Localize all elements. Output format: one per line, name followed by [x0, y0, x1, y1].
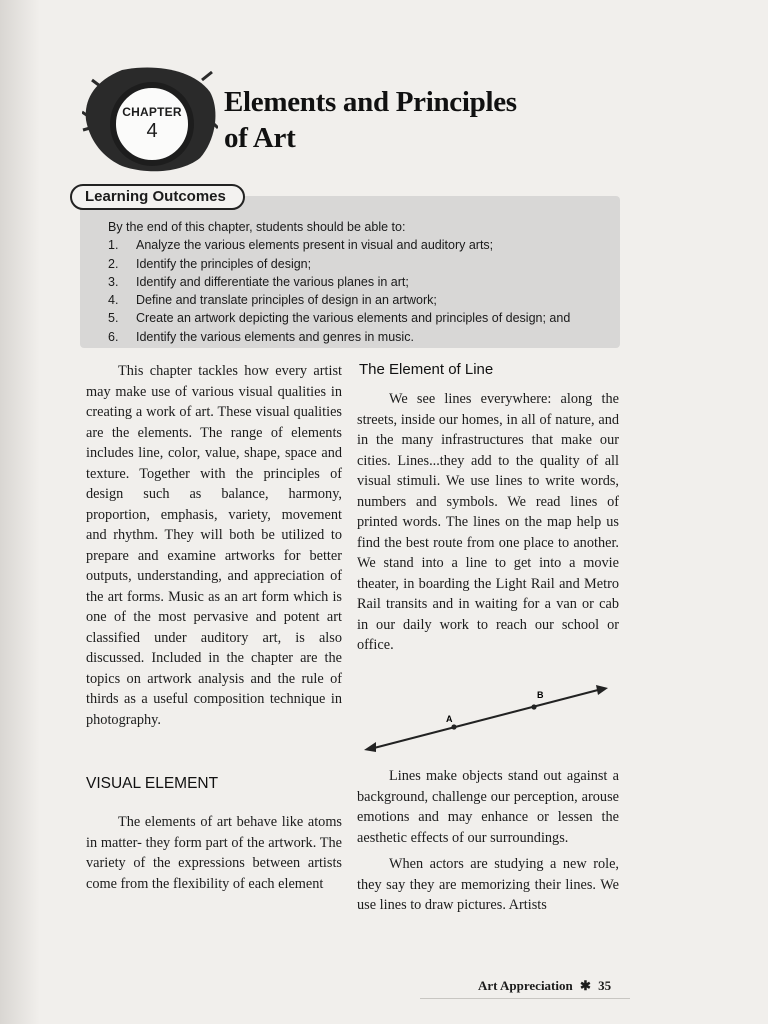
list-item-text: Define and translate principles of design in an artwork;	[136, 293, 437, 308]
line-paragraph-2: Lines make objects stand out against a background, challenge our perception, arouse emotions and may enhance or lessen the aesthetic effects of our surroundings.	[357, 768, 619, 846]
line-paragraph-1: We see lines everywhere: along the streets, inside our homes, in all of nature, and in the many infrastructures that make our cities. Lines...they add to the quality of all visual stimuli. We use lines to write words, numbers and symbols. We read lines of printed words. The lines on the map help us find the best route from one place to another. We stand into a line to get into a movie theater, in boarding the Light Rail and Metro Rail transits and in waiting for a van or cab in our daily work to reach our school or office.	[357, 391, 619, 653]
book-title: Art Appreciation	[478, 978, 573, 993]
visual-element-paragraph: The elements of art behave like atoms in matter- they form part of the artwork. The variety of the expressions between artists come from the flexibility of each element	[86, 814, 342, 892]
page-edge-shadow	[0, 0, 40, 1024]
learning-outcomes-list	[108, 218, 618, 346]
list-item-number: 5.	[108, 311, 119, 326]
intro-paragraph: This chapter tackles how every artist may make use of various visual qualities in creating a work of art. These visual qualities are the elements. The range of elements includes line, color, value, shape, space and texture. Together with the principles of design such as balance, harmony, proportion, emphasis, variety, movement and rhythm. They will both be utilized to prepare and examine artworks for better outputs, understanding, and appreciation of the art forms. Music as an art form which is one of the most pervasive and potent art classified under auditory art, is also discussed. Included in the chapter are the topics on artwork analysis and the rule of thirds as a useful composition technique in photography.	[86, 363, 342, 728]
list-item	[108, 309, 618, 327]
learning-outcomes-intro: By the end of this chapter, students should be able to:	[108, 220, 406, 234]
line-column-top	[357, 389, 619, 656]
line-paragraph-3: When actors are studying a new role, they say they are memorizing their lines. We use lines to draw pictures. Artists	[357, 856, 619, 913]
element-of-line-heading: The Element of Line	[359, 361, 494, 378]
intro-column	[86, 361, 342, 730]
line-column-bottom	[357, 766, 619, 916]
chapter-title	[224, 84, 584, 156]
chapter-label: CHAPTER	[122, 105, 182, 119]
page-number: 35	[598, 978, 612, 993]
list-item-text: Create an artwork depicting the various elements and principles of design; and	[136, 311, 571, 326]
list-item	[108, 291, 618, 309]
chapter-number: 4	[146, 120, 158, 142]
list-item-text: Identify the various elements and genres in music.	[136, 329, 414, 344]
list-item-number: 3.	[108, 274, 119, 289]
point-b-label: B	[537, 690, 544, 700]
list-item	[108, 273, 618, 291]
list-item-text: Identify the principles of design;	[136, 256, 312, 271]
chapter-badge	[110, 82, 194, 166]
list-item-number: 6.	[108, 329, 119, 344]
visual-element-heading: VISUAL ELEMENT	[86, 775, 219, 792]
chapter-title-line2: of Art	[224, 122, 296, 154]
page-footer	[478, 978, 611, 994]
list-item-number: 1.	[108, 238, 119, 253]
arrow-left-icon	[364, 742, 376, 752]
point-a-label: A	[446, 714, 453, 724]
line-illustration	[362, 682, 612, 758]
list-item	[108, 236, 618, 254]
list-item	[108, 328, 618, 346]
list-item-number: 2.	[108, 256, 119, 271]
list-item	[108, 255, 618, 273]
arrow-right-icon	[596, 685, 608, 695]
chapter-title-line1: Elements and Principles	[224, 86, 517, 118]
list-item-number: 4.	[108, 293, 119, 308]
list-item-text: Analyze the various elements present in visual and auditory arts;	[136, 238, 494, 253]
line-segment	[374, 690, 598, 748]
visual-element-column	[86, 812, 342, 894]
point-a-dot	[451, 724, 456, 729]
point-b-dot	[531, 704, 536, 709]
learning-outcomes-label: Learning Outcomes	[70, 184, 245, 210]
footer-divider	[420, 998, 630, 999]
list-item-text: Identify and differentiate the various planes in art;	[136, 274, 409, 289]
asterisk-icon: ✱	[579, 978, 591, 993]
